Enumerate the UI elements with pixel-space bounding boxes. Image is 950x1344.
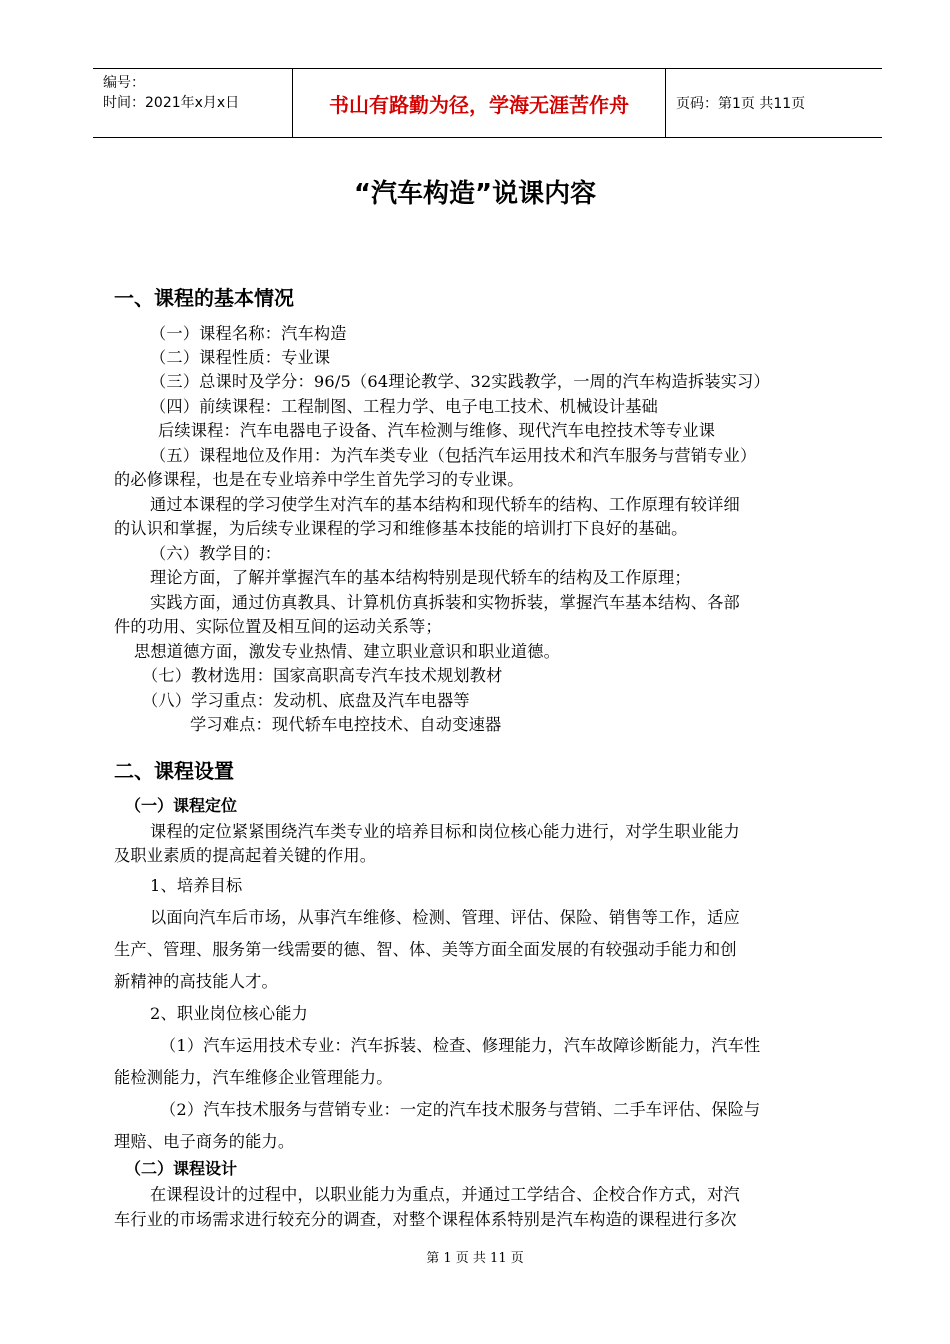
header-page-info: 页码：第1页 共11页: [676, 96, 806, 112]
prerequisite-line: （四）前续课程：工程制图、工程力学、电子电工技术、机械设计基础: [150, 397, 659, 416]
training-goal-heading: 1、培养目标: [150, 876, 243, 895]
course-hours-line: （三）总课时及学分：96/5（64理论教学、32实践教学，一周的汽车构造拆装实习）: [150, 372, 770, 391]
practice-line: 实践方面，通过仿真教具、计算机仿真拆装和实物拆装，掌握汽车基本结构、各部: [150, 593, 740, 612]
course-name-line: （一）课程名称：汽车构造: [150, 324, 347, 343]
paragraph-line: 通过本课程的学习使学生对汽车的基本结构和现代轿车的结构、工作原理有较详细: [150, 495, 740, 514]
document-header: [93, 68, 882, 138]
paragraph-line: （1）汽车运用技术专业：汽车拆装、检查、修理能力，汽车故障诊断能力，汽车性: [160, 1036, 761, 1055]
paragraph-line: （2）汽车技术服务与营销专业：一定的汽车技术服务与营销、二手车评估、保险与: [160, 1100, 761, 1119]
section-1-heading: 一、课程的基本情况: [114, 286, 294, 310]
paragraph-line: 车行业的市场需求进行较充分的调查，对整个课程体系特别是汽车构造的课程进行多次: [114, 1210, 737, 1229]
difficulties-line: 学习难点：现代轿车电控技术、自动变速器: [190, 715, 502, 734]
course-role-line: （五）课程地位及作用：为汽车类专业（包括汽车运用技术和汽车服务与营销专业）: [150, 446, 757, 465]
paragraph-line: 新精神的高技能人才。: [114, 972, 278, 991]
section-2-heading: 二、课程设置: [114, 759, 234, 783]
paragraph-line: 的认识和掌握，为后续专业课程的学习和维修基本技能的培训打下良好的基础。: [114, 519, 688, 538]
header-meta: [93, 69, 293, 137]
follow-up-line: 后续课程：汽车电器电子设备、汽车检测与维修、现代汽车电控技术等专业课: [158, 421, 716, 440]
paragraph-line: 课程的定位紧紧围绕汽车类专业的培养目标和岗位核心能力进行，对学生职业能力: [150, 822, 740, 841]
page-footer: 第 1 页 共 11 页: [426, 1251, 524, 1266]
textbook-line: （七）教材选用：国家高职高专汽车技术规划教材: [142, 666, 503, 685]
course-nature-line: （二）课程性质：专业课: [150, 348, 331, 367]
document-title: “汽车构造”说课内容: [353, 179, 597, 209]
theory-line: 理论方面，了解并掌握汽车的基本结构特别是现代轿车的结构及工作原理；: [150, 568, 691, 587]
practice-line-2: 件的功用、实际位置及相互间的运动关系等；: [114, 617, 442, 636]
paragraph-line: 能检测能力，汽车维修企业管理能力。: [114, 1068, 393, 1087]
paragraph-line: 及职业素质的提高起着关键的作用。: [114, 846, 377, 865]
paragraph-line: 理赔、电子商务的能力。: [114, 1132, 295, 1151]
paragraph-line: 生产、管理、服务第一线需要的德、智、体、美等方面全面发展的有较强动手能力和创: [114, 940, 737, 959]
paragraph-line: 以面向汽车后市场，从事汽车维修、检测、管理、评估、保险、销售等工作，适应: [150, 908, 740, 927]
paragraph-line: 在课程设计的过程中，以职业能力为重点，并通过工学结合、企校合作方式，对汽: [150, 1185, 740, 1204]
subsection-positioning-heading: （一）课程定位: [125, 796, 238, 815]
document-number-label: 编号：: [103, 75, 145, 91]
ethics-line: 思想道德方面，激发专业热情、建立职业意识和职业道德。: [134, 642, 561, 661]
course-role-line-2: 的必修课程，也是在专业培养中学生首先学习的专业课。: [114, 470, 524, 489]
document-time: 时间：2021年x月x日: [103, 95, 240, 111]
header-motto: 书山有路勤为径，学海无涯苦作舟: [293, 69, 666, 137]
key-points-line: （八）学习重点：发动机、底盘及汽车电器等: [142, 691, 470, 710]
subsection-design-heading: （二）课程设计: [125, 1159, 238, 1178]
core-ability-heading: 2、职业岗位核心能力: [150, 1004, 308, 1023]
teaching-purpose-line: （六）教学目的：: [150, 544, 282, 563]
